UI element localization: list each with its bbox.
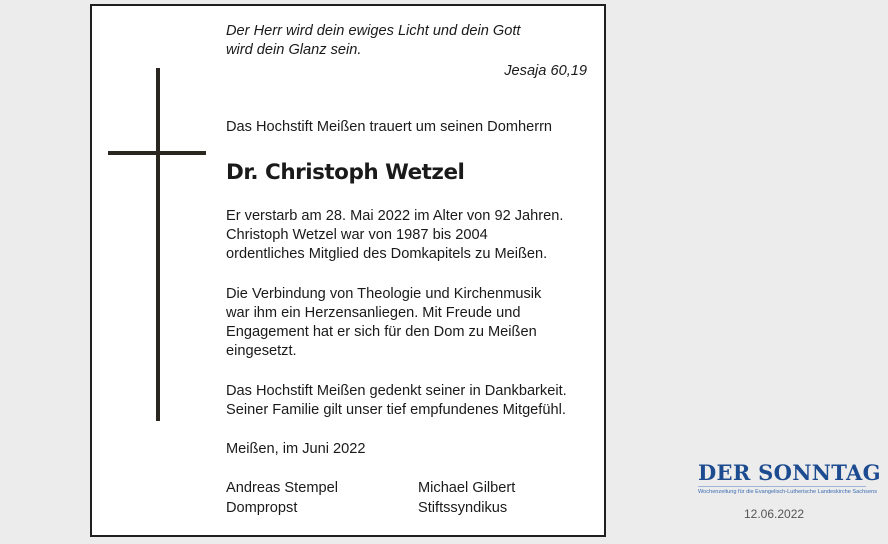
text-line: ordentliches Mitglied des Domkapitels zu Meißen. bbox=[226, 246, 548, 262]
text-line: Engagement hat er sich für den Dom zu Meißen bbox=[226, 324, 537, 340]
signer-title: Dompropst bbox=[226, 500, 298, 516]
text-line: eingesetzt. bbox=[226, 343, 297, 359]
obituary-notice bbox=[90, 4, 606, 537]
issue-date: 12.06.2022 bbox=[744, 507, 805, 521]
signer-title: Stiftssyndikus bbox=[418, 500, 508, 516]
text-line: Christoph Wetzel war von 1987 bis 2004 bbox=[226, 227, 488, 243]
text-line: war ihm ein Herzensanliegen. Mit Freude und bbox=[226, 305, 521, 321]
deceased-name: Dr. Christoph Wetzel bbox=[226, 160, 465, 185]
newspaper-title: DER SONNTAG bbox=[698, 460, 881, 485]
signature-block bbox=[226, 478, 338, 518]
cross-horizontal-bar bbox=[108, 151, 206, 155]
quote-line: Der Herr wird dein ewiges Licht und dein Gott bbox=[226, 23, 521, 39]
place-date: Meißen, im Juni 2022 bbox=[226, 441, 366, 457]
quote-line: wird dein Glanz sein. bbox=[226, 42, 362, 58]
text-line: Seiner Familie gilt unser tief empfundenes Mitgefühl. bbox=[226, 402, 566, 418]
intro-line: Das Hochstift Meißen trauert um seinen Domherrn bbox=[226, 119, 553, 135]
signature-block bbox=[418, 478, 515, 518]
text-line: Die Verbindung von Theologie und Kirchenmusik bbox=[226, 286, 542, 302]
bible-quote bbox=[226, 22, 520, 60]
text-line: Das Hochstift Meißen gedenkt seiner in Dankbarkeit. bbox=[226, 383, 567, 399]
newspaper-subtitle: Wochenzeitung für die Evangelisch-Lutherische Landeskirche Sachsens bbox=[698, 486, 866, 496]
text-line: Er verstarb am 28. Mai 2022 im Alter von 92 Jahren. bbox=[226, 208, 564, 224]
paragraph-condolence bbox=[226, 382, 567, 420]
paragraph-death bbox=[226, 207, 563, 264]
signer-name: Michael Gilbert bbox=[418, 480, 516, 496]
signer-name: Andreas Stempel bbox=[226, 480, 338, 496]
newspaper-logo bbox=[698, 460, 881, 496]
quote-reference: Jesaja 60,19 bbox=[504, 63, 587, 79]
paragraph-engagement bbox=[226, 285, 541, 361]
cross-vertical-bar bbox=[156, 68, 160, 421]
